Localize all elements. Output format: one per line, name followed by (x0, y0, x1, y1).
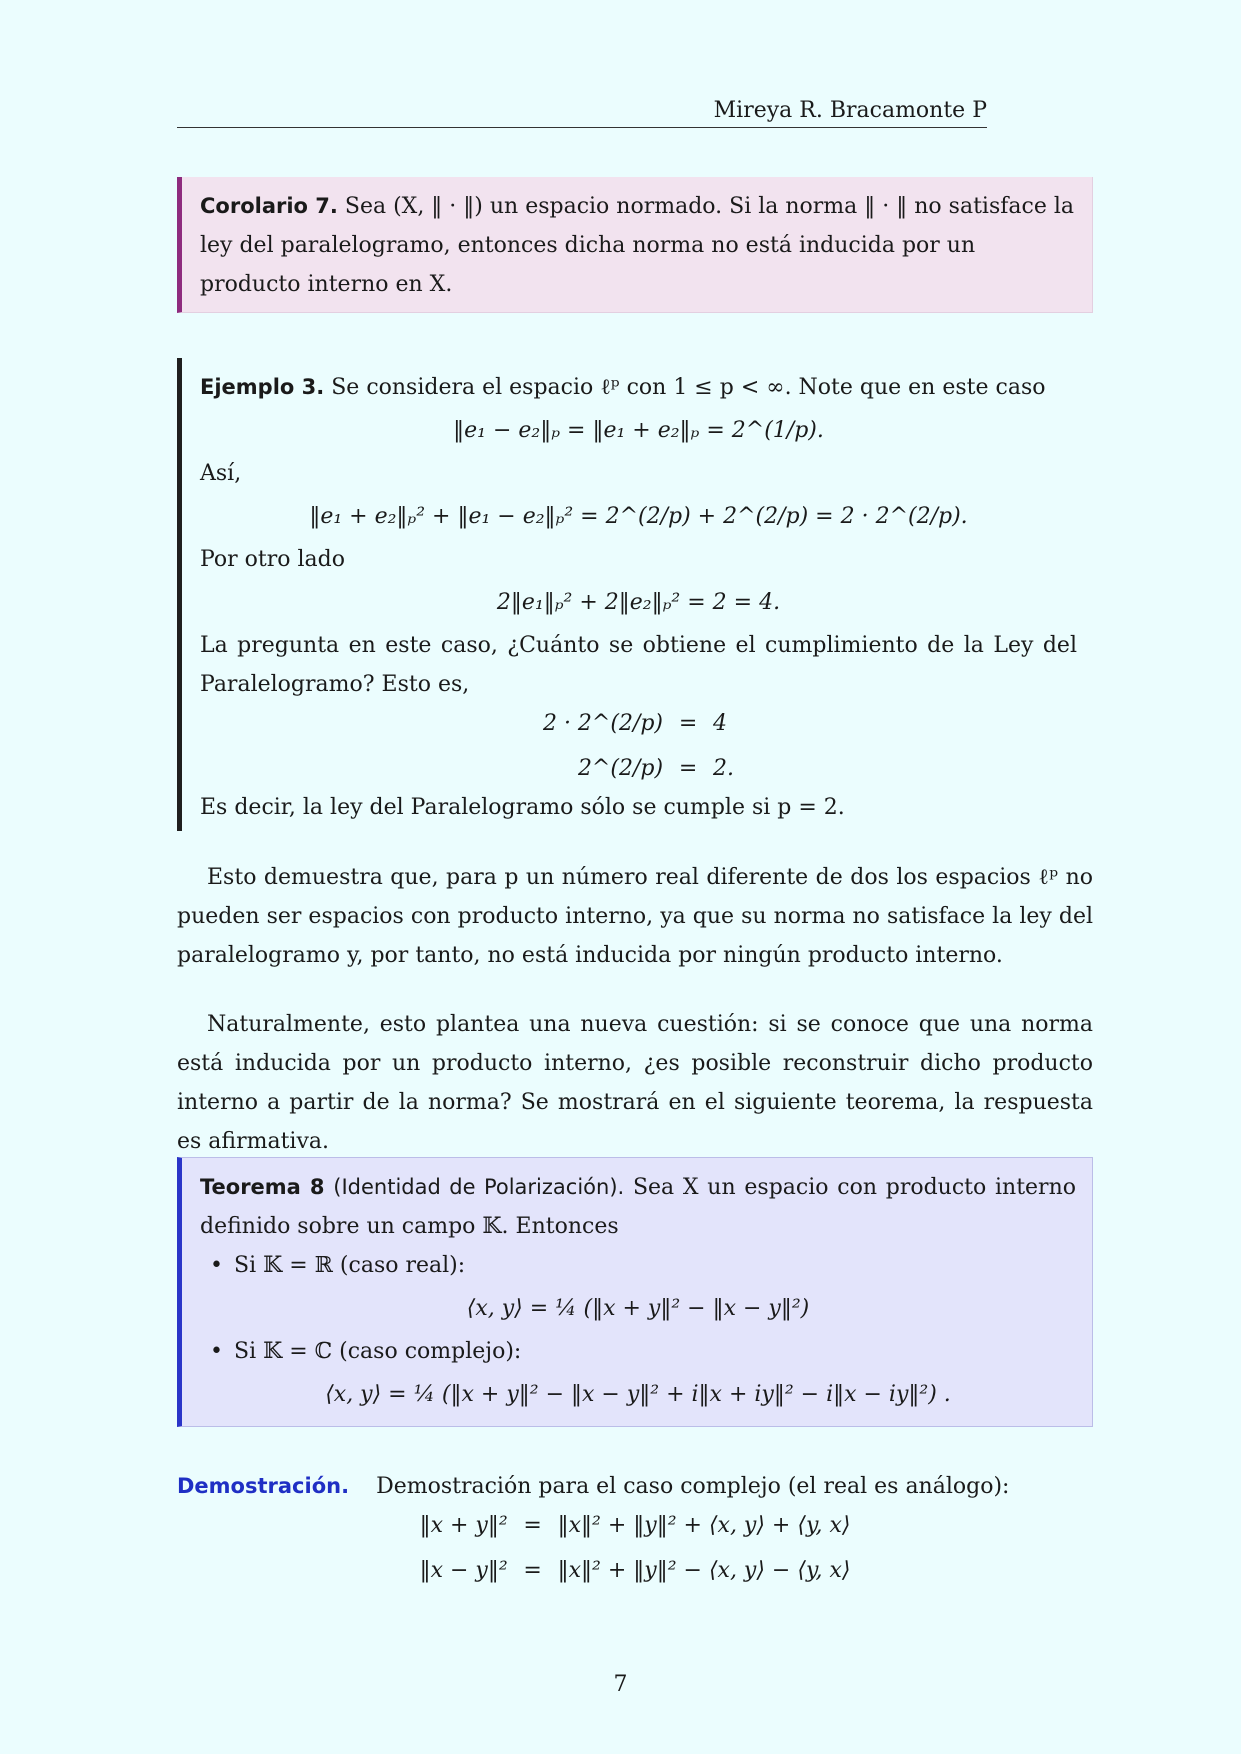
align1-left: 2 · 2^(2/p) (542, 711, 664, 736)
proof-label: Demostración. (177, 1474, 350, 1498)
example-conclusion: Es decir, la ley del Paralelogramo sólo se cumple si p = 2. (200, 795, 845, 820)
proof-row1-left: ‖x + y‖² (419, 1513, 508, 1538)
proof-row1-right: ‖x‖² + ‖y‖² + ⟨x, y⟩ + ⟨y, x⟩ (557, 1513, 851, 1538)
align1-right: 4 (713, 711, 728, 736)
proof-row1-eq: = (523, 1513, 542, 1538)
theorem-label: Teorema 8 (200, 1175, 325, 1199)
example-label: Ejemplo 3. (200, 375, 325, 399)
theorem-eq-real: ⟨x, y⟩ = ¼ (‖x + y‖² − ‖x − y‖²) (466, 1296, 810, 1321)
example-eq2: ‖e₁ + e₂‖ₚ² + ‖e₁ − e₂‖ₚ² = 2^(2/p) + 2^(2/p) = 2 · 2^(2/p). (309, 504, 968, 529)
example-box (177, 358, 1093, 831)
example-asi: Así, (200, 461, 242, 486)
align2-left: 2^(2/p) (577, 756, 664, 781)
proof-row2-left: ‖x − y‖² (419, 1558, 508, 1583)
page-number: 7 (613, 1672, 628, 1697)
theorem-bullet-complex: • Si 𝕂 = ℂ (caso complejo): (234, 1332, 1076, 1371)
theorem-name: (Identidad de Polarización). (333, 1175, 625, 1199)
proof-row2-right: ‖x‖² + ‖y‖² − ⟨x, y⟩ − ⟨y, x⟩ (557, 1558, 851, 1583)
running-header (177, 98, 987, 128)
theorem-eq-complex: ⟨x, y⟩ = ¼ (‖x + y‖² − ‖x − y‖² + i‖x + iy‖² − i‖x − iy‖²) . (325, 1382, 951, 1407)
paragraph-1: Esto demuestra que, para p un número real diferente de dos los espacios ℓᵖ no pueden ser espacios con producto interno, ya que su norma no satisface la ley del paralelogramo y, por tanto, no está inducida por ningún producto interno. (177, 865, 1093, 968)
corollary-box (177, 177, 1093, 313)
corollary-text: Sea (X, ‖ · ‖) un espacio normado. Si la norma ‖ · ‖ no satisface la ley del paralelogramo, entonces dicha norma no está inducida por un producto interno en X. (200, 194, 1074, 297)
example-eq3: 2‖e₁‖ₚ² + 2‖e₂‖ₚ² = 2 = 4. (496, 590, 781, 615)
align2-right: 2. (713, 756, 735, 781)
example-pregunta: La pregunta en este caso, ¿Cuánto se obtiene el cumplimiento de la Ley del Paralelogramo? Esto es, (200, 633, 1077, 697)
proof-align (177, 1506, 1093, 1590)
proof-block (177, 1467, 1093, 1590)
proof-row2-eq: = (523, 1558, 542, 1583)
paragraph-2: Naturalmente, esto plantea una nueva cuestión: si se conoce que una norma está inducida por un producto interno, ¿es posible reconstruir dicho producto interno a partir de la norma? Se mostrará en el siguiente teorema, la respuesta es afirmativa. (177, 1012, 1093, 1154)
corollary-label: Corolario 7. (200, 194, 338, 218)
example-align (200, 704, 1077, 788)
align2-eq: = (678, 756, 698, 781)
header-author: Mireya R. Bracamonte P (713, 98, 987, 123)
example-intro: Se considera el espacio ℓᵖ con 1 ≤ p < ∞. Note que en este caso (331, 375, 1046, 400)
example-eq1: ‖e₁ − e₂‖ₚ = ‖e₁ + e₂‖ₚ = 2^(1/p). (453, 418, 824, 443)
proof-text: Demostración para el caso complejo (el real es análogo): (376, 1474, 1010, 1499)
theorem-text: Sea X un espacio con producto interno definido sobre un campo 𝕂. Entonces (200, 1175, 1076, 1239)
example-otro: Por otro lado (200, 547, 345, 572)
theorem-box (177, 1157, 1093, 1427)
align1-eq: = (678, 711, 698, 736)
theorem-bullet-real: • Si 𝕂 = ℝ (caso real): (234, 1246, 1076, 1285)
